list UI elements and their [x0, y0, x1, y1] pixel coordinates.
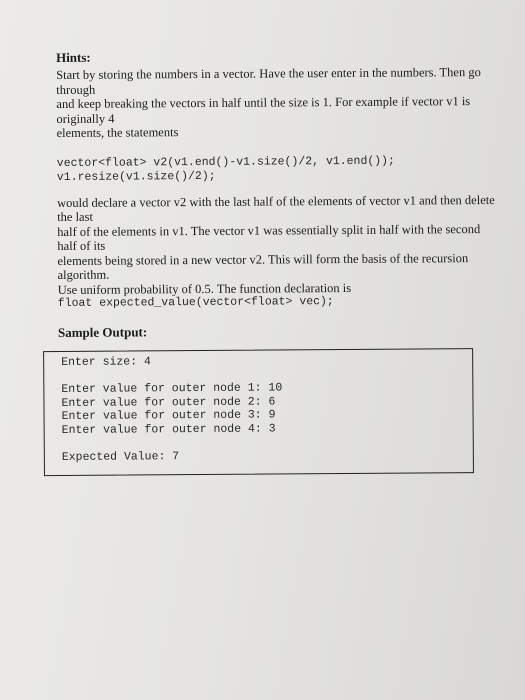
hints-heading: Hints: [56, 49, 91, 65]
explanation-line-4: Use uniform probability of 0.5. The function declaration is [57, 280, 352, 297]
function-declaration: float expected_value(vector<float> vec); [57, 295, 334, 310]
code-line-1: vector<float> v2(v1.end()-v1.size()/2, v1.end()); [56, 154, 395, 170]
explanation-line-2: half of the elements in v1. The vector v1 was essentially split in half with the second half of its [57, 221, 481, 253]
expected-value-line: Expected Value: 7 [61, 450, 180, 465]
hints-line-2: and keep breaking the vectors in half until the size is 1. For example if vector v1 is originally 4 [56, 94, 471, 126]
input-line: Enter value for outer node 4: 3 [61, 422, 276, 437]
hints-line-1: Start by storing the numbers in a vector. Have the user enter in the numbers. Then go through [56, 65, 481, 97]
sample-output-box [43, 348, 474, 476]
explanation-line-3: elements being stored in a new vector v2. This will form the basis of the recursion algorithm. [57, 250, 469, 282]
sample-output-heading: Sample Output: [57, 324, 148, 340]
enter-size-line: Enter size: 4 [61, 355, 151, 369]
input-line: Enter value for outer node 3: 9 [61, 408, 276, 424]
input-line: Enter value for outer node 1: 10 [61, 381, 283, 397]
document-content [56, 47, 499, 476]
input-line: Enter value for outer node 2: 6 [61, 395, 276, 410]
hints-line-3: elements, the statements [56, 125, 179, 140]
code-line-2: v1.resize(v1.size()/2); [56, 169, 216, 184]
explanation-line-1: would declare a vector v2 with the last half of the elements of vector v1 and then delete the last [57, 192, 495, 224]
